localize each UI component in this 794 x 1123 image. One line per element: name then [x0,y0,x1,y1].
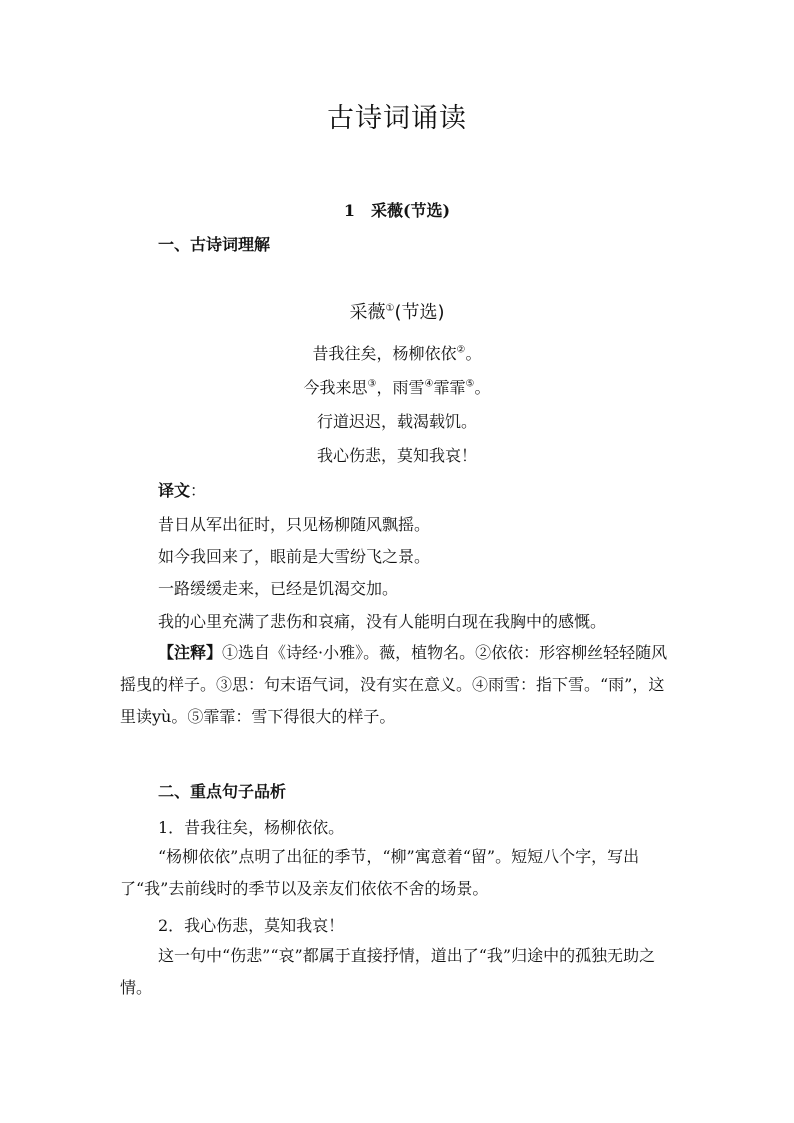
poem-line [0,375,794,398]
note-mark: ③ [367,378,377,390]
translation-line: 一路缓缓走来，已经是饥渴交加。 [158,579,399,598]
notes-paragraph [120,637,680,733]
poem-title [0,298,794,324]
note-mark: ④ [424,378,434,390]
note-mark: ② [456,344,466,356]
chapter-heading [0,198,794,221]
poem-text: 今我来思 [303,378,368,397]
chapter-number: 1 [343,201,355,220]
translation-label-text: 译文 [158,481,191,500]
note-mark: ⑤ [465,378,475,390]
poem-title-note-mark: ① [385,303,395,314]
translation-line: 我的心里充满了悲伤和哀痛，没有人能明白现在我胸中的感慨。 [158,612,607,631]
section-heading-poem-understanding: 一、古诗词理解 [158,235,271,254]
chapter-name: 采薇(节选) [370,201,451,220]
page-title: 古诗词诵读 [327,103,467,134]
analysis-heading: 1．昔我往矣，杨柳依依。 [158,818,345,837]
notes-label: 【注释】 [158,643,223,662]
poem-text: 。 [474,378,491,397]
poem-text: 昔我往矣，杨柳依依 [312,344,457,363]
poem-line [0,443,794,466]
translation-line: 昔日从军出征时，只见杨柳随风飘摇。 [158,515,431,534]
poem-text: 我心伤悲，莫知我哀！ [316,446,477,465]
translation-line: 如今我回来了，眼前是大雪纷飞之景。 [158,547,431,566]
notes-text: ①选自《诗经·小雅》。薇，植物名。②依依：形容柳丝轻轻随风摇曳的样子。③思：句末语气词，没有实在意义。④雨雪：指下雪。“雨”，这里读yù。⑤霏霏：雪下得很大的样子。 [120,643,668,726]
poem-text: ，雨雪 [376,378,425,397]
analysis-heading: 2．我心伤悲，莫知我哀！ [158,916,345,935]
poem-title-text: 采薇 [349,302,386,323]
poem-title-suffix: (节选) [394,302,445,323]
section-heading-key-sentences: 二、重点句子品析 [158,782,287,801]
poem-text: 霏霏 [433,378,466,397]
poem-text: 。 [465,344,482,363]
poem-line [0,341,794,364]
translation-label-colon: ： [190,481,207,500]
translation-label [158,478,206,501]
poem-line [0,409,794,432]
poem-text: 行道迟迟，载渴载饥。 [316,412,477,431]
analysis-text: “杨柳依依”点明了出征的季节，“柳”寓意着“留”。短短八个字，写出了“我”去前线时的季节以及亲友们依依不舍的场景。 [120,847,640,898]
analysis-text: 这一句中“伤悲”“哀”都属于直接抒情，道出了“我”归途中的孤独无助之情。 [120,946,656,997]
